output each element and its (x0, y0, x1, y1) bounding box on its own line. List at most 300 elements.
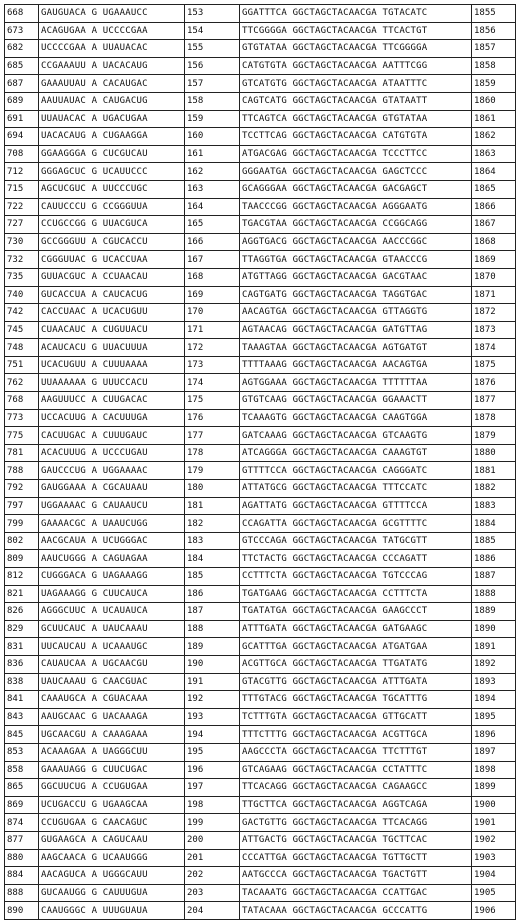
table-row (5, 321, 516, 339)
cell-seq-id-target: 193 (185, 708, 240, 726)
cell-seq-id-target: 196 (185, 761, 240, 779)
cell-target-position: 740 (5, 286, 39, 304)
cell-target-sequence: ACAGUGAA A UCCCCGAA (39, 22, 185, 40)
cell-target-position: 877 (5, 831, 39, 849)
cell-enzyme-sequence: TCCTTCAG GGCTAGCTACAACGA CATGTGTA (240, 128, 472, 146)
cell-seq-id-target: 199 (185, 814, 240, 832)
cell-target-position: 735 (5, 268, 39, 286)
cell-seq-id-target: 177 (185, 427, 240, 445)
cell-target-position: 821 (5, 585, 39, 603)
cell-enzyme-sequence: TCAAAGTG GGCTAGCTACAACGA CAAGTGGA (240, 409, 472, 427)
cell-seq-id-enzyme: 1855 (472, 5, 516, 23)
cell-target-position: 715 (5, 180, 39, 198)
table-row (5, 92, 516, 110)
table-row (5, 233, 516, 251)
cell-target-sequence: UCCACUUG A CACUUUGA (39, 409, 185, 427)
cell-target-position: 762 (5, 374, 39, 392)
cell-seq-id-enzyme: 1900 (472, 796, 516, 814)
cell-enzyme-sequence: CCCATTGA GGCTAGCTACAACGA TGTTGCTT (240, 849, 472, 867)
cell-target-sequence: GAUGGAAA A CGCAUAAU (39, 480, 185, 498)
cell-enzyme-sequence: GTGTATAA GGCTAGCTACAACGA TTCGGGGA (240, 40, 472, 58)
cell-enzyme-sequence: GTGTCAAG GGCTAGCTACAACGA GGAAACTT (240, 392, 472, 410)
cell-target-sequence: UAUCAAAU G CAACGUAC (39, 673, 185, 691)
cell-target-sequence: GGGAGCUC G UCAUUCCC (39, 163, 185, 181)
cell-target-sequence: UGGAAAAC G CAUAAUCU (39, 497, 185, 515)
cell-target-sequence: AAUUAUAC A CAUGACUG (39, 92, 185, 110)
cell-seq-id-target: 153 (185, 5, 240, 23)
cell-seq-id-enzyme: 1886 (472, 550, 516, 568)
cell-enzyme-sequence: TACAAATG GGCTAGCTACAACGA CCATTGAC (240, 884, 472, 902)
table-row (5, 761, 516, 779)
cell-enzyme-sequence: TTCACAGG GGCTAGCTACAACGA CAGAAGCC (240, 779, 472, 797)
cell-target-sequence: GUUACGUC A CCUAACAU (39, 268, 185, 286)
table-row (5, 550, 516, 568)
table-row (5, 638, 516, 656)
table-row (5, 374, 516, 392)
cell-target-position: 890 (5, 902, 39, 920)
table-row (5, 128, 516, 146)
cell-target-sequence: AAGCAACA G UCAAUGGG (39, 849, 185, 867)
table-row (5, 163, 516, 181)
table-row (5, 902, 516, 920)
cell-target-sequence: AACGCAUA A UCUGGGAC (39, 532, 185, 550)
cell-seq-id-target: 179 (185, 462, 240, 480)
cell-enzyme-sequence: TTGCTTCA GGCTAGCTACAACGA AGGTCAGA (240, 796, 472, 814)
cell-seq-id-enzyme: 1903 (472, 849, 516, 867)
cell-target-sequence: GAUGUACA G UGAAAUCC (39, 5, 185, 23)
table-row (5, 708, 516, 726)
table-row (5, 884, 516, 902)
cell-seq-id-target: 155 (185, 40, 240, 58)
cell-target-position: 838 (5, 673, 39, 691)
cell-target-position: 841 (5, 691, 39, 709)
cell-enzyme-sequence: TAACCCGG GGCTAGCTACAACGA AGGGAATG (240, 198, 472, 216)
cell-target-position: 730 (5, 233, 39, 251)
cell-seq-id-enzyme: 1856 (472, 22, 516, 40)
cell-seq-id-enzyme: 1893 (472, 673, 516, 691)
cell-seq-id-target: 167 (185, 251, 240, 269)
cell-enzyme-sequence: GTACGTTG GGCTAGCTACAACGA ATTTGATA (240, 673, 472, 691)
table-row (5, 620, 516, 638)
cell-target-sequence: ACAAAGAA A UAGGGCUU (39, 743, 185, 761)
cell-enzyme-sequence: AAGCCCTA GGCTAGCTACAACGA TTCTTTGT (240, 743, 472, 761)
cell-seq-id-enzyme: 1871 (472, 286, 516, 304)
cell-enzyme-sequence: AACAGTGA GGCTAGCTACAACGA GTTAGGTG (240, 304, 472, 322)
cell-seq-id-enzyme: 1861 (472, 110, 516, 128)
cell-target-sequence: CAUUCCCU G CCGGGUUA (39, 198, 185, 216)
cell-seq-id-enzyme: 1866 (472, 198, 516, 216)
cell-target-position: 773 (5, 409, 39, 427)
cell-target-position: 797 (5, 497, 39, 515)
table-row (5, 515, 516, 533)
table-row (5, 655, 516, 673)
cell-enzyme-sequence: ATTGACTG GGCTAGCTACAACGA TGCTTCAC (240, 831, 472, 849)
cell-target-position: 809 (5, 550, 39, 568)
table-row (5, 251, 516, 269)
cell-target-sequence: CAUAUCAA A UGCAACGU (39, 655, 185, 673)
cell-seq-id-enzyme: 1902 (472, 831, 516, 849)
cell-enzyme-sequence: CCTTTCTA GGCTAGCTACAACGA TGTCCCAG (240, 568, 472, 586)
cell-seq-id-enzyme: 1873 (472, 321, 516, 339)
cell-target-position: 768 (5, 392, 39, 410)
cell-enzyme-sequence: GTTTTCCA GGCTAGCTACAACGA CAGGGATC (240, 462, 472, 480)
cell-enzyme-sequence: ATTTGATA GGCTAGCTACAACGA GATGAAGC (240, 620, 472, 638)
cell-enzyme-sequence: CAGTGATG GGCTAGCTACAACGA TAGGTGAC (240, 286, 472, 304)
cell-seq-id-enzyme: 1894 (472, 691, 516, 709)
cell-enzyme-sequence: GATCAAAG GGCTAGCTACAACGA GTCAAGTG (240, 427, 472, 445)
cell-enzyme-sequence: TCTTTGTA GGCTAGCTACAACGA GTTGCATT (240, 708, 472, 726)
table-row (5, 814, 516, 832)
cell-target-position: 853 (5, 743, 39, 761)
table-row (5, 304, 516, 322)
cell-seq-id-enzyme: 1863 (472, 145, 516, 163)
cell-target-sequence: UGCAACGU A CAAAGAAA (39, 726, 185, 744)
cell-enzyme-sequence: GCAGGGAA GGCTAGCTACAACGA GACGAGCT (240, 180, 472, 198)
cell-seq-id-target: 190 (185, 655, 240, 673)
cell-enzyme-sequence: CATGTGTA GGCTAGCTACAACGA AATTTCGG (240, 57, 472, 75)
cell-target-sequence: ACAUCACU G UUACUUUA (39, 339, 185, 357)
table-row (5, 216, 516, 234)
table-row (5, 585, 516, 603)
cell-seq-id-enzyme: 1859 (472, 75, 516, 93)
table-row (5, 568, 516, 586)
cell-target-position: 775 (5, 427, 39, 445)
cell-target-sequence: CUAACAUC A CUGUUACU (39, 321, 185, 339)
table-row (5, 831, 516, 849)
cell-seq-id-target: 180 (185, 480, 240, 498)
table-row (5, 480, 516, 498)
cell-target-sequence: GCCGGGUU A CGUCACCU (39, 233, 185, 251)
cell-target-sequence: GUGAAGCA A CAGUCAAU (39, 831, 185, 849)
table-row (5, 743, 516, 761)
cell-seq-id-enzyme: 1868 (472, 233, 516, 251)
cell-enzyme-sequence: TTCGGGGA GGCTAGCTACAACGA TTCACTGT (240, 22, 472, 40)
cell-target-sequence: GAAAACGC A UAAUCUGG (39, 515, 185, 533)
table-row (5, 849, 516, 867)
cell-target-sequence: CAAAUGCA A CGUACAAA (39, 691, 185, 709)
table-row (5, 339, 516, 357)
cell-seq-id-target: 162 (185, 163, 240, 181)
cell-seq-id-enzyme: 1864 (472, 163, 516, 181)
table-row (5, 796, 516, 814)
cell-enzyme-sequence: GTCAGAAG GGCTAGCTACAACGA CCTATTTC (240, 761, 472, 779)
table-row (5, 726, 516, 744)
cell-target-position: 802 (5, 532, 39, 550)
cell-target-position: 831 (5, 638, 39, 656)
table-row (5, 392, 516, 410)
cell-enzyme-sequence: TTAGGTGA GGCTAGCTACAACGA GTAACCCG (240, 251, 472, 269)
cell-enzyme-sequence: TTTCTTTG GGCTAGCTACAACGA ACGTTGCA (240, 726, 472, 744)
cell-enzyme-sequence: AGTGGAAA GGCTAGCTACAACGA TTTTTTAA (240, 374, 472, 392)
cell-seq-id-enzyme: 1872 (472, 304, 516, 322)
cell-enzyme-sequence: TGATGAAG GGCTAGCTACAACGA CCTTTCTA (240, 585, 472, 603)
cell-seq-id-target: 191 (185, 673, 240, 691)
cell-enzyme-sequence: TTTTAAAG GGCTAGCTACAACGA AACAGTGA (240, 356, 472, 374)
cell-target-position: 694 (5, 128, 39, 146)
cell-target-position: 689 (5, 92, 39, 110)
cell-target-sequence: UCCCCGAA A UUAUACAC (39, 40, 185, 58)
cell-seq-id-target: 154 (185, 22, 240, 40)
cell-enzyme-sequence: GGATTTCA GGCTAGCTACAACGA TGTACATC (240, 5, 472, 23)
cell-target-position: 788 (5, 462, 39, 480)
table-row (5, 444, 516, 462)
table-row (5, 198, 516, 216)
cell-target-sequence: AGGGCUUC A UCAUAUCA (39, 603, 185, 621)
table-row (5, 57, 516, 75)
cell-target-sequence: AAGUUUCC A CUUGACAC (39, 392, 185, 410)
cell-seq-id-target: 198 (185, 796, 240, 814)
cell-seq-id-enzyme: 1891 (472, 638, 516, 656)
cell-seq-id-target: 160 (185, 128, 240, 146)
cell-enzyme-sequence: CAGTCATG GGCTAGCTACAACGA GTATAATT (240, 92, 472, 110)
cell-enzyme-sequence: AGGTGACG GGCTAGCTACAACGA AACCCGGC (240, 233, 472, 251)
cell-enzyme-sequence: ATTATGCG GGCTAGCTACAACGA TTTCCATC (240, 480, 472, 498)
cell-target-position: 685 (5, 57, 39, 75)
cell-target-sequence: CCUGUGAA G CAACAGUC (39, 814, 185, 832)
cell-seq-id-enzyme: 1858 (472, 57, 516, 75)
cell-target-position: 799 (5, 515, 39, 533)
cell-target-position: 829 (5, 620, 39, 638)
cell-target-position: 858 (5, 761, 39, 779)
cell-enzyme-sequence: TGACGTAA GGCTAGCTACAACGA CCGGCAGG (240, 216, 472, 234)
cell-seq-id-target: 204 (185, 902, 240, 920)
cell-enzyme-sequence: ATGACGAG GGCTAGCTACAACGA TCCCTTCC (240, 145, 472, 163)
cell-seq-id-enzyme: 1878 (472, 409, 516, 427)
cell-target-sequence: GGAAGGGA G CUCGUCAU (39, 145, 185, 163)
cell-target-sequence: CACUUGAC A CUUUGAUC (39, 427, 185, 445)
cell-enzyme-sequence: ACGTTGCA GGCTAGCTACAACGA TTGATATG (240, 655, 472, 673)
cell-target-position: 727 (5, 216, 39, 234)
cell-seq-id-enzyme: 1898 (472, 761, 516, 779)
cell-seq-id-enzyme: 1899 (472, 779, 516, 797)
cell-seq-id-enzyme: 1875 (472, 356, 516, 374)
cell-target-sequence: UCACUGUU A CUUUAAAA (39, 356, 185, 374)
cell-seq-id-target: 170 (185, 304, 240, 322)
cell-seq-id-target: 192 (185, 691, 240, 709)
cell-target-sequence: CCUGCCGG G UUACGUCA (39, 216, 185, 234)
cell-target-position: 874 (5, 814, 39, 832)
cell-target-sequence: GCUUCAUC A UAUCAAAU (39, 620, 185, 638)
cell-target-sequence: CAAUGGGC A UUUGUAUA (39, 902, 185, 920)
cell-target-position: 781 (5, 444, 39, 462)
cell-seq-id-target: 200 (185, 831, 240, 849)
table-row (5, 180, 516, 198)
cell-target-position: 712 (5, 163, 39, 181)
cell-target-position: 884 (5, 867, 39, 885)
cell-seq-id-enzyme: 1888 (472, 585, 516, 603)
table-row (5, 427, 516, 445)
cell-seq-id-enzyme: 1897 (472, 743, 516, 761)
cell-target-position: 751 (5, 356, 39, 374)
table-row (5, 462, 516, 480)
table-row (5, 867, 516, 885)
cell-seq-id-enzyme: 1867 (472, 216, 516, 234)
cell-enzyme-sequence: GACTGTTG GGCTAGCTACAACGA TTCACAGG (240, 814, 472, 832)
cell-seq-id-enzyme: 1889 (472, 603, 516, 621)
cell-seq-id-target: 172 (185, 339, 240, 357)
cell-target-sequence: CACCUAAC A UCACUGUU (39, 304, 185, 322)
cell-enzyme-sequence: TATACAAA GGCTAGCTACAACGA GCCCATTG (240, 902, 472, 920)
cell-seq-id-target: 183 (185, 532, 240, 550)
sequence-table (4, 4, 516, 920)
cell-target-position: 668 (5, 5, 39, 23)
table-row (5, 22, 516, 40)
cell-seq-id-enzyme: 1870 (472, 268, 516, 286)
cell-seq-id-enzyme: 1901 (472, 814, 516, 832)
cell-seq-id-target: 176 (185, 409, 240, 427)
cell-target-sequence: AGCUCGUC A UUCCCUGC (39, 180, 185, 198)
cell-enzyme-sequence: TAAAGTAA GGCTAGCTACAACGA AGTGATGT (240, 339, 472, 357)
cell-target-sequence: AAUGCAAC G UACAAAGA (39, 708, 185, 726)
cell-target-position: 691 (5, 110, 39, 128)
cell-target-position: 745 (5, 321, 39, 339)
cell-seq-id-target: 161 (185, 145, 240, 163)
cell-target-sequence: CUGGGACA G UAGAAAGG (39, 568, 185, 586)
cell-target-sequence: UACACAUG A CUGAAGGA (39, 128, 185, 146)
cell-seq-id-enzyme: 1880 (472, 444, 516, 462)
cell-seq-id-target: 157 (185, 75, 240, 93)
cell-seq-id-target: 187 (185, 603, 240, 621)
cell-seq-id-enzyme: 1883 (472, 497, 516, 515)
cell-seq-id-target: 197 (185, 779, 240, 797)
cell-seq-id-target: 178 (185, 444, 240, 462)
cell-target-sequence: CCGAAAUU A UACACAUG (39, 57, 185, 75)
cell-seq-id-target: 173 (185, 356, 240, 374)
table-row (5, 497, 516, 515)
cell-target-position: 845 (5, 726, 39, 744)
cell-seq-id-enzyme: 1874 (472, 339, 516, 357)
cell-seq-id-enzyme: 1890 (472, 620, 516, 638)
cell-enzyme-sequence: GTCATGTG GGCTAGCTACAACGA ATAATTTC (240, 75, 472, 93)
cell-seq-id-enzyme: 1896 (472, 726, 516, 744)
cell-seq-id-target: 163 (185, 180, 240, 198)
cell-seq-id-target: 186 (185, 585, 240, 603)
cell-enzyme-sequence: TTCTACTG GGCTAGCTACAACGA CCCAGATT (240, 550, 472, 568)
cell-target-position: 732 (5, 251, 39, 269)
cell-seq-id-enzyme: 1885 (472, 532, 516, 550)
cell-target-sequence: GAAAUAGG G CUUCUGAC (39, 761, 185, 779)
cell-target-position: 682 (5, 40, 39, 58)
table-row (5, 5, 516, 23)
table-row (5, 40, 516, 58)
cell-enzyme-sequence: GGGAATGA GGCTAGCTACAACGA GAGCTCCC (240, 163, 472, 181)
cell-enzyme-sequence: ATGTTAGG GGCTAGCTACAACGA GACGTAAC (240, 268, 472, 286)
cell-target-position: 843 (5, 708, 39, 726)
cell-seq-id-target: 159 (185, 110, 240, 128)
cell-seq-id-target: 201 (185, 849, 240, 867)
cell-seq-id-target: 174 (185, 374, 240, 392)
cell-seq-id-enzyme: 1882 (472, 480, 516, 498)
cell-enzyme-sequence: TGATATGA GGCTAGCTACAACGA GAAGCCCT (240, 603, 472, 621)
cell-enzyme-sequence: AGTAACAG GGCTAGCTACAACGA GATGTTAG (240, 321, 472, 339)
table-row (5, 779, 516, 797)
cell-seq-id-enzyme: 1857 (472, 40, 516, 58)
cell-target-sequence: GGCUUCUG A CCUGUGAA (39, 779, 185, 797)
cell-seq-id-target: 185 (185, 568, 240, 586)
cell-enzyme-sequence: TTTGTACG GGCTAGCTACAACGA TGCATTTG (240, 691, 472, 709)
cell-seq-id-enzyme: 1895 (472, 708, 516, 726)
cell-seq-id-target: 158 (185, 92, 240, 110)
cell-seq-id-target: 203 (185, 884, 240, 902)
cell-target-position: 826 (5, 603, 39, 621)
cell-seq-id-enzyme: 1876 (472, 374, 516, 392)
cell-seq-id-target: 165 (185, 216, 240, 234)
cell-target-position: 748 (5, 339, 39, 357)
cell-seq-id-target: 166 (185, 233, 240, 251)
cell-target-position: 880 (5, 849, 39, 867)
cell-seq-id-target: 195 (185, 743, 240, 761)
cell-target-sequence: AACAGUCA A UGGGCAUU (39, 867, 185, 885)
cell-seq-id-enzyme: 1860 (472, 92, 516, 110)
cell-seq-id-target: 184 (185, 550, 240, 568)
cell-target-sequence: UUAAAAAA G UUUCCACU (39, 374, 185, 392)
cell-seq-id-enzyme: 1884 (472, 515, 516, 533)
cell-seq-id-enzyme: 1887 (472, 568, 516, 586)
cell-seq-id-target: 189 (185, 638, 240, 656)
cell-enzyme-sequence: CCAGATTA GGCTAGCTACAACGA GCGTTTTC (240, 515, 472, 533)
table-row (5, 691, 516, 709)
cell-enzyme-sequence: GCATTTGA GGCTAGCTACAACGA ATGATGAA (240, 638, 472, 656)
cell-seq-id-target: 169 (185, 286, 240, 304)
table-row (5, 268, 516, 286)
table-row (5, 532, 516, 550)
sequence-table-body (5, 5, 516, 920)
cell-seq-id-target: 181 (185, 497, 240, 515)
cell-target-position: 687 (5, 75, 39, 93)
cell-seq-id-enzyme: 1877 (472, 392, 516, 410)
cell-target-sequence: GUCAAUGG G CAUUUGUA (39, 884, 185, 902)
cell-target-sequence: AAUCUGGG A CAGUAGAA (39, 550, 185, 568)
cell-seq-id-enzyme: 1904 (472, 867, 516, 885)
cell-seq-id-enzyme: 1906 (472, 902, 516, 920)
cell-target-position: 708 (5, 145, 39, 163)
cell-target-sequence: UAGAAAGG G CUUCAUCA (39, 585, 185, 603)
cell-seq-id-enzyme: 1879 (472, 427, 516, 445)
table-row (5, 286, 516, 304)
cell-enzyme-sequence: TTCAGTCA GGCTAGCTACAACGA GTGTATAA (240, 110, 472, 128)
cell-enzyme-sequence: GTCCCAGA GGCTAGCTACAACGA TATGCGTT (240, 532, 472, 550)
cell-target-sequence: GAAAUUAU A CACAUGAC (39, 75, 185, 93)
cell-target-position: 792 (5, 480, 39, 498)
cell-seq-id-target: 194 (185, 726, 240, 744)
cell-seq-id-enzyme: 1881 (472, 462, 516, 480)
cell-target-position: 722 (5, 198, 39, 216)
cell-seq-id-target: 171 (185, 321, 240, 339)
cell-seq-id-enzyme: 1869 (472, 251, 516, 269)
cell-target-sequence: UUAUACAC A UGACUGAA (39, 110, 185, 128)
cell-target-sequence: ACACUUUG A UCCCUGAU (39, 444, 185, 462)
cell-target-position: 812 (5, 568, 39, 586)
cell-target-position: 673 (5, 22, 39, 40)
cell-target-position: 888 (5, 884, 39, 902)
cell-seq-id-target: 156 (185, 57, 240, 75)
cell-enzyme-sequence: AATGCCCA GGCTAGCTACAACGA TGACTGTT (240, 867, 472, 885)
cell-target-sequence: UCUGACCU G UGAAGCAA (39, 796, 185, 814)
cell-target-position: 869 (5, 796, 39, 814)
cell-target-sequence: UUCAUCAU A UCAAAUGC (39, 638, 185, 656)
cell-seq-id-target: 202 (185, 867, 240, 885)
cell-seq-id-enzyme: 1892 (472, 655, 516, 673)
table-row (5, 145, 516, 163)
cell-target-position: 836 (5, 655, 39, 673)
cell-target-sequence: CGGGUUAC G UCACCUAA (39, 251, 185, 269)
table-row (5, 673, 516, 691)
table-row (5, 356, 516, 374)
cell-target-position: 865 (5, 779, 39, 797)
cell-seq-id-enzyme: 1862 (472, 128, 516, 146)
cell-target-position: 742 (5, 304, 39, 322)
cell-seq-id-target: 175 (185, 392, 240, 410)
